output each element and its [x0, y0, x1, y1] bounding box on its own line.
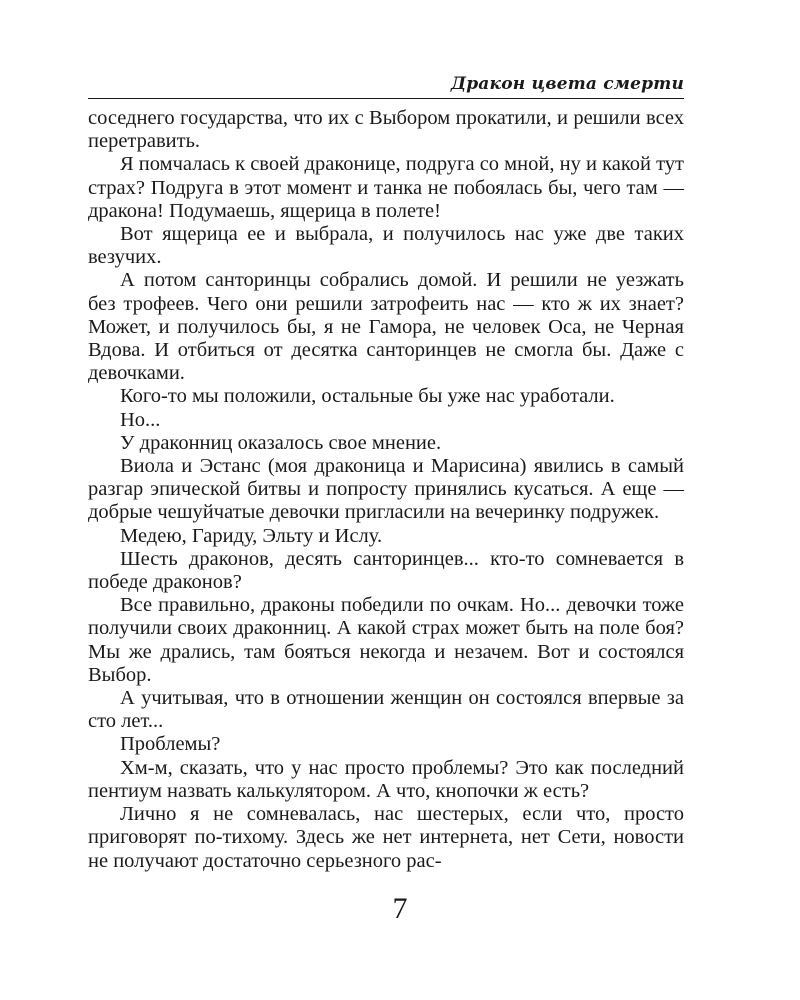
paragraph: Кого-то мы положили, остальные бы уже нас уработали. — [120, 385, 615, 408]
paragraph: Я помчалась к своей драконице, подруга со мной, ну и какой тут страх? Подруга в этот момент и танка не побоялась бы, чего там — дракона! Подумаешь, ящерица в полете! — [88, 153, 684, 222]
paragraph: соседнего государства, что их с Выбором прокатили, и решили всех перетравить. — [88, 107, 684, 153]
page-number: 7 — [392, 892, 408, 925]
paragraph: А учитывая, что в отношении женщин он состоялся впервые за сто лет... — [88, 687, 684, 733]
running-head: Дракон цвета смерти — [450, 74, 684, 94]
paragraph: Лично я не сомневалась, нас шестерых, если что, просто приговорят по-тихому. Здесь же нет интернета, нет Сети, новости не получают достаточно серьезного рас- — [88, 803, 684, 872]
paragraph: Но... — [120, 408, 161, 431]
paragraph: Проблемы? — [120, 733, 221, 756]
paragraph: Все правильно, драконы победили по очкам. Но... девочки тоже получили своих драконниц. А какой страх может быть на поле боя? Мы же дрались, там бояться некогда и незачем. Вот и состоялся Выбор. — [88, 594, 684, 686]
paragraph: Хм-м, сказать, что у нас просто проблемы? Это как последний пентиум назвать калькулятором. А что, кнопочки ж есть? — [88, 756, 684, 802]
paragraph: Виола и Эстанс (моя драконица и Марисина) явились в самый разгар эпической битвы и попросту принялись кусаться. А еще — добрые чешуйчатые девочки пригласили на вечеринку подружек. — [88, 455, 684, 524]
paragraph: Шесть драконов, десять санторинцев... кто-то сомневается в победе драконов? — [88, 547, 684, 594]
paragraph: А потом санторинцы собрались домой. И решили не уезжать без трофеев. Чего они решили затрофеить нас — кто ж их знает? Может, и получилось бы, я не Гамора, не человек Оса, не Черная Вдова. И отбиться от десятка санторинцев не смогла бы. Даже с девочками. — [88, 269, 684, 385]
paragraph: У драконниц оказалось свое мнение. — [120, 431, 442, 454]
body-text — [88, 107, 684, 873]
header-rule — [88, 98, 684, 99]
paragraph: Вот ящерица ее и выбрала, и получилось нас уже две таких везучих. — [88, 223, 684, 269]
paragraph: Медею, Гариду, Эльту и Ислу. — [120, 524, 383, 547]
